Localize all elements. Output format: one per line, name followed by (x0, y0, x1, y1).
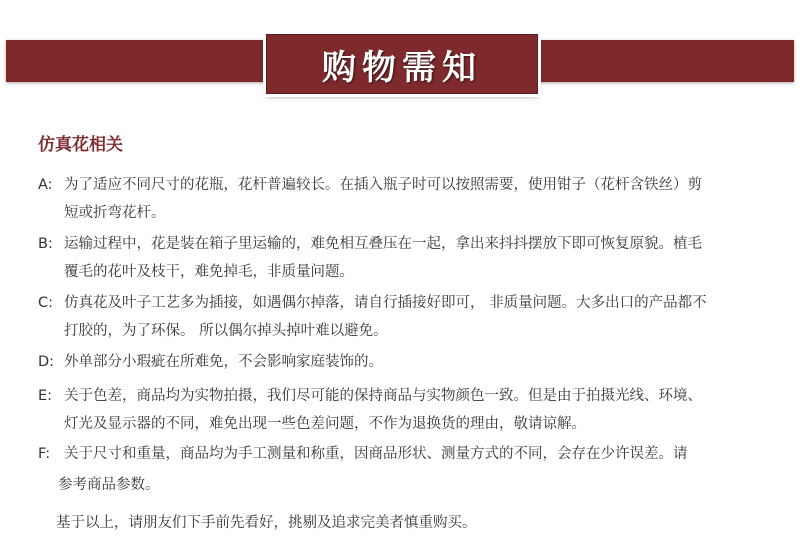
item-marker: B: (38, 236, 53, 252)
item-text-line2: 参考商品参数。 (58, 477, 160, 493)
banner-title: 购物需知 (322, 47, 482, 88)
banner-title-box (266, 34, 538, 94)
item-marker: A: (38, 177, 53, 193)
item-marker: D: (38, 354, 55, 370)
item-text-line2: 覆毛的花叶及枝干，难免掉毛，非质量问题。 (64, 264, 354, 280)
notice-item-c (38, 289, 783, 345)
notice-item-d (38, 348, 783, 376)
notice-item-b (38, 230, 783, 286)
item-marker: E: (38, 388, 53, 404)
notice-item-e (38, 382, 783, 438)
item-text-line1: 运输过程中，花是装在箱子里运输的，难免相互叠压在一起，拿出来抖抖摆放下即可恢复原貌。植毛 (64, 236, 702, 252)
notice-item-a (38, 171, 783, 227)
item-text-line1: 为了适应不同尺寸的花瓶，花杆普遍较长。在插入瓶子时可以按照需要，使用钳子（花杆含铁丝）剪 (64, 177, 702, 193)
closing-note: 基于以上，请朋友们下手前先看好，挑剔及追求完美者慎重购买。 (56, 515, 477, 531)
item-text-line2: 短或折弯花杆。 (64, 205, 166, 221)
item-text-line1: 关于色差，商品均为实物拍摄，我们尽可能的保持商品与实物颜色一致。但是由于拍摄光线、环境、 (64, 388, 702, 404)
item-text-line1: 外单部分小瑕疵在所难免，不会影响家庭装饰的。 (64, 354, 383, 370)
item-marker: C: (38, 295, 54, 311)
section-title: 仿真花相关 (38, 135, 123, 155)
notice-item-f (38, 440, 783, 502)
item-text-line1: 关于尺寸和重量，商品均为手工测量和称重，因商品形状、测量方式的不同，会存在少许误差。请 (64, 446, 688, 462)
item-text-line2: 灯光及显示器的不同，难免出现一些色差问题，不作为退换货的理由，敬请谅解。 (64, 416, 586, 432)
item-marker: F: (38, 446, 51, 462)
item-text-line1: 仿真花及叶子工艺多为插接，如遇偶尔掉落，请自行插接好即可， 非质量问题。大多出口的产品都不 (64, 295, 707, 311)
item-text-line2: 打胶的，为了环保。 所以偶尔掉头掉叶难以避免。 (64, 323, 388, 339)
